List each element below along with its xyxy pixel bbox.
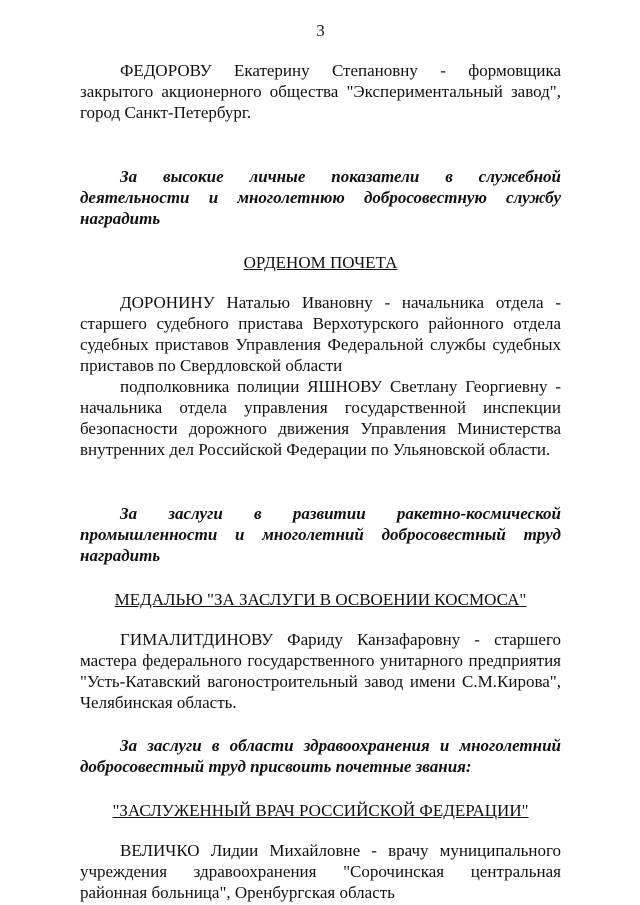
award-title-space-medal: МЕДАЛЬЮ "ЗА ЗАСЛУГИ В ОСВОЕНИИ КОСМОСА" [114,590,527,609]
section-heading-healthcare: За заслуги в области здравоохранения и многолетний добросовестный труд присвоить почетные звания: [80,736,561,776]
section-heading-service: За высокие личные показатели в служебной деятельности и многолетнюю добросовестную службу наградить [80,167,561,228]
award-entry-fedorova [80,60,561,123]
recipient-gimalitdinov: ГИМАЛИТДИНОВУ Фариду Канзафаровну - старшего мастера федерального государственного унитарного предприятия "Усть-Катавский вагоностроительный завод имени С.М.Кирова", Челябинская область. [80,630,561,712]
recipient-fedorova: ФЕДОРОВУ Екатерину Степановну - формовщика закрытого акционерного общества "Экспериментальный завод", город Санкт-Петербург. [80,61,561,122]
recipient-yashnova: подполковника полиции ЯШНОВУ Светлану Георгиевну - начальника отдела управления государственной инспекции безопасности дорожного движения Управления Министерства внутренних дел Российской Федерации по Ульяновской области. [80,377,561,459]
document-page [80,20,561,902]
recipient-doronina: ДОРОНИНУ Наталью Ивановну - начальника отдела - старшего судебного пристава Верхотурского районного отдела судебных приставов Управления Федеральной службы судебных приставов по Свердловской области [80,293,561,375]
award-entry-doronina [80,292,561,460]
award-title-honoured-doctor: "ЗАСЛУЖЕННЫЙ ВРАЧ РОССИЙСКОЙ ФЕДЕРАЦИИ" [112,801,529,820]
recipient-velichko: ВЕЛИЧКО Лидии Михайловне - врачу муниципального учреждения здравоохранения "Сорочинская центральная районная больница", Оренбургская область [80,841,561,902]
page-number: 3 [316,21,325,40]
award-entry-gimalitdinov [80,629,561,713]
award-entry-velichko [80,840,561,903]
award-title-order-of-honour: ОРДЕНОМ ПОЧЕТА [243,253,398,272]
section-heading-space: За заслуги в развитии ракетно-космической промышленности и многолетний добросовестный труд наградить [80,504,561,565]
